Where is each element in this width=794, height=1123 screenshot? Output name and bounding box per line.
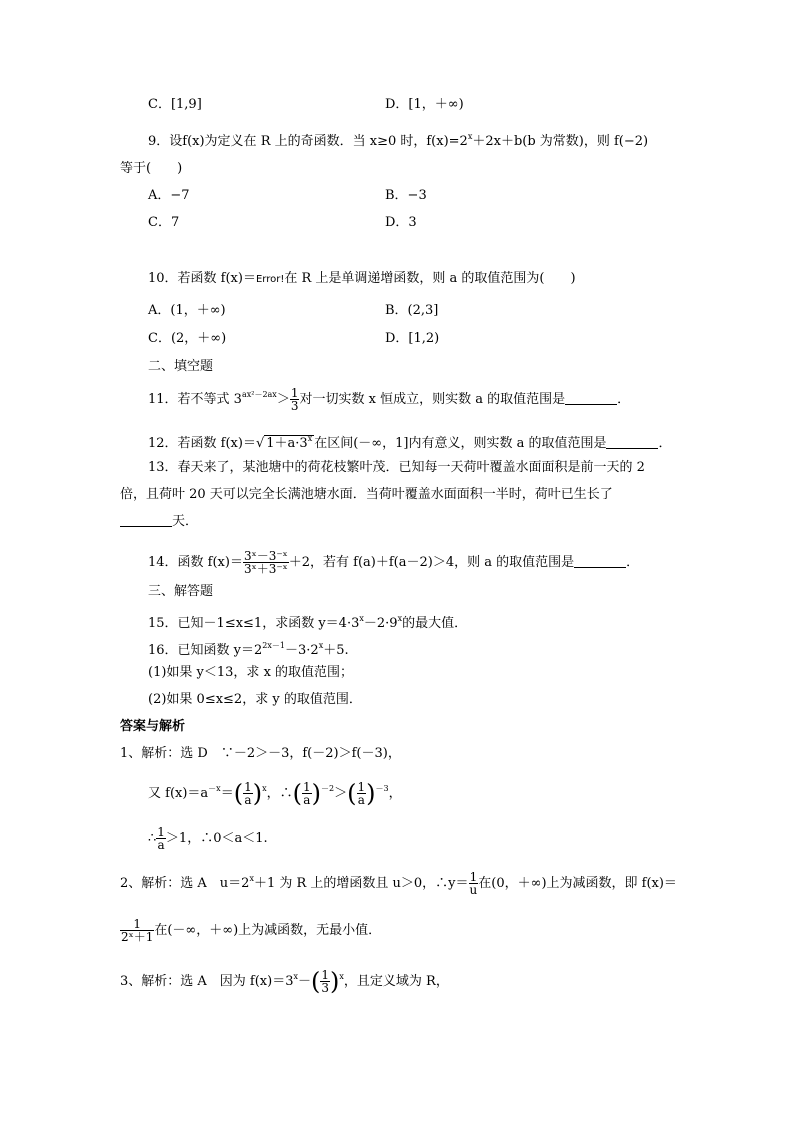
- q10-stem: [148, 270, 576, 289]
- q15-s1: x: [359, 614, 364, 623]
- q15-post: 的最大值．: [402, 616, 468, 631]
- a2-line2: [120, 918, 381, 943]
- q16-s2: x: [318, 641, 324, 650]
- q13-line1: 13．春天来了，某池塘中的荷花枝繁叶茂．已知每一天荷叶覆盖水面面积是前一天的 2: [148, 460, 645, 475]
- q16: [148, 637, 349, 660]
- section-solutions-heading: 三、解答题: [148, 584, 214, 599]
- q11-pre: 11．若不等式 3: [148, 392, 242, 407]
- a1-a-3: a: [357, 793, 365, 807]
- a1-rparen-1: ): [252, 779, 263, 808]
- a2-frac-2: [120, 918, 154, 943]
- section-fill-in-heading: 二、填空题: [148, 359, 214, 374]
- a2-den2: 2ˣ＋1: [121, 930, 154, 944]
- q10-option-b: B．(2,3]: [385, 303, 439, 318]
- q12: 12．若函数 f(x)＝√ $1+a\cdot 3^x$ 在区间(－∞，1]内有意义，则实数 a 的取值范围是 ．: [148, 434, 672, 451]
- q11-sup: ax²－2ax: [241, 390, 277, 399]
- q15: [148, 610, 467, 633]
- q14-end: ．: [626, 555, 640, 570]
- a3-rparen: ): [330, 967, 340, 996]
- a1-l2-eq: ＝: [220, 786, 234, 801]
- a1-frac-1: [243, 781, 253, 806]
- a2-line1: [120, 870, 677, 896]
- a1-one-4: 1: [157, 825, 165, 839]
- q13-line3-text: 天．: [172, 514, 199, 529]
- a1-therefore-sym: ∴: [148, 831, 157, 846]
- a1-one-1: 1: [244, 780, 252, 794]
- q15-pre: 15．已知－1≤x≤1，求函数 y＝4·3: [148, 616, 360, 631]
- a1-gt: ＞: [334, 786, 348, 801]
- q11-answer-blank: [565, 392, 617, 405]
- q14-answer-blank: [574, 555, 626, 568]
- a2-post: 在(0，＋∞)上为减函数，即 f(x)＝: [478, 876, 677, 891]
- a1-line3: [148, 826, 268, 851]
- q15-s2: x: [397, 614, 403, 623]
- q12-post: 在区间(－∞，1]内有意义，则实数 a 的取值范围是: [314, 436, 607, 451]
- a3-line1: [120, 968, 449, 994]
- a2-den: u: [469, 883, 478, 897]
- q13-line3: [120, 513, 198, 531]
- a1-a-2: a: [303, 793, 311, 807]
- a3-pre: 3、解析：选 A 因为 f(x)＝3: [120, 974, 294, 989]
- a1-rparen-3: ): [366, 779, 376, 808]
- q14-den: 3ˣ＋3⁻ˣ: [243, 562, 288, 576]
- q11-gt: ＞: [276, 392, 290, 407]
- a3-post: ，且定义域为 R，: [343, 974, 449, 989]
- q9-stem-line2: 等于( ): [120, 161, 183, 176]
- q12-end: ．: [658, 436, 672, 451]
- a1-lparen-1: (: [233, 779, 244, 808]
- q10-stem-post: 在 R 上是单调递增函数，则 a 的取值范围为( ): [284, 271, 576, 286]
- q13-answer-blank: [120, 514, 172, 527]
- q9-stem-a: 9．设f(x)为定义在 R 上的奇函数．当 x≥0 时，f(x)=2: [148, 134, 468, 149]
- a3-frac: [320, 969, 330, 994]
- a3-three: 3: [321, 981, 330, 995]
- a2-pre: 2、解析：选 A u＝2: [120, 876, 250, 891]
- q10-stem-pre: 10．若函数 f(x)＝: [148, 271, 256, 286]
- q16-s1: 2x－1: [262, 641, 285, 650]
- q9-option-c: C．7: [148, 215, 180, 230]
- q15-mid: －2·9: [363, 616, 398, 631]
- a3-minus: －: [298, 974, 312, 989]
- q14-post: ＋2，若有 f(a)＋f(a－2)＞4，则 a 的取值范围是: [288, 555, 575, 570]
- a3-one: 1: [321, 968, 330, 982]
- q10-option-a: A．(1，＋∞): [148, 303, 226, 318]
- q11-post: 对一切实数 x 恒成立，则实数 a 的取值范围是: [299, 392, 566, 407]
- a2-mid: ＋1 为 R 上的增函数且 u＞0，∴y＝: [253, 876, 469, 891]
- q9-option-d: D．3: [385, 215, 417, 230]
- a1-sx: x: [262, 784, 267, 793]
- q11-den: 3: [290, 399, 299, 413]
- q12-radicand: [264, 435, 314, 451]
- q16-part2: (2)如果 0≤x≤2，求 y 的取值范围．: [148, 692, 362, 707]
- q16-mid: －3·2: [285, 643, 319, 658]
- q16-pre: 16．已知函数 y＝2: [148, 643, 263, 658]
- q14-num: 3ˣ－3⁻ˣ: [243, 549, 288, 563]
- a3-sx: x: [339, 972, 344, 981]
- a1-a-1: a: [244, 793, 252, 807]
- a1-l2-pre: 又 f(x)＝a: [148, 786, 209, 801]
- a1-sm3: －3: [375, 784, 389, 793]
- a2-sup: x: [249, 874, 254, 883]
- q11: [148, 386, 630, 412]
- q12-radsup: x: [307, 434, 313, 443]
- q10-error-placeholder: Error!: [255, 274, 285, 285]
- a1-one-3: 1: [357, 780, 366, 794]
- q12-pre: 12．若函数 f(x)＝: [148, 436, 256, 451]
- q12-rad: 1＋a·3: [266, 436, 308, 451]
- a1-rparen-2: ): [311, 779, 322, 808]
- q12-answer-blank: [606, 436, 658, 449]
- a1-one-2: 1: [303, 780, 311, 794]
- a1-therefore: ，∴: [266, 786, 293, 801]
- a2-post2: 在(－∞，＋∞)上为减函数，无最小值．: [154, 923, 382, 938]
- q9-option-a: A．−7: [148, 188, 190, 203]
- q14-pre: 14．函数 f(x)＝: [148, 555, 243, 570]
- a1-a-4: a: [157, 838, 165, 852]
- q14: [148, 550, 639, 575]
- answers-heading: 答案与解析: [120, 719, 186, 734]
- a2-num2: 1: [120, 918, 154, 931]
- q13-line2: 倍，且荷叶 20 天可以完全长满池塘水面．当荷叶覆盖水面面积一半时，荷叶已生长了: [120, 487, 613, 502]
- q9-stem-line1: [148, 128, 648, 151]
- q9-option-b: B．−3: [385, 188, 427, 203]
- a1-frac-4: [156, 826, 166, 851]
- a1-lparen-3: (: [347, 779, 357, 808]
- a2-frac-1: [469, 871, 479, 896]
- q9-sup: x: [467, 132, 473, 141]
- a1-l3-post: ＞1，∴0＜a＜1.: [165, 831, 268, 846]
- q11-end: ．: [617, 392, 631, 407]
- a3-lparen: (: [311, 967, 321, 996]
- a1-line1: 1、解析：选 D ∵－2＞－3，f(－2)＞f(－3)，: [120, 746, 401, 761]
- a3-sup: x: [293, 972, 298, 981]
- a1-frac-2: [302, 781, 312, 806]
- a1-frac-3: [357, 781, 367, 806]
- a1-line2: [148, 780, 402, 806]
- q11-num: 1: [290, 386, 299, 400]
- a1-l2-sup: －x: [208, 784, 221, 793]
- q16-post: ＋5.: [323, 643, 349, 658]
- a1-lparen-2: (: [292, 779, 302, 808]
- q8-option-d: D．[1，＋∞): [385, 97, 464, 112]
- a2-num: 1: [469, 870, 478, 884]
- q16-part1: (1)如果 y＜13，求 x 的取值范围；: [148, 665, 354, 680]
- q10-option-c: C．(2，＋∞): [148, 331, 227, 346]
- q8-option-c: C．[1,9]: [148, 97, 202, 112]
- q10-option-d: D．[1,2): [385, 331, 440, 346]
- q14-fraction: [243, 550, 289, 575]
- q9-stem-b: ＋2x＋b(b 为常数)，则 f(−2): [472, 134, 649, 149]
- a1-sm2: －2: [321, 784, 335, 793]
- a1-comma: ，: [388, 786, 402, 801]
